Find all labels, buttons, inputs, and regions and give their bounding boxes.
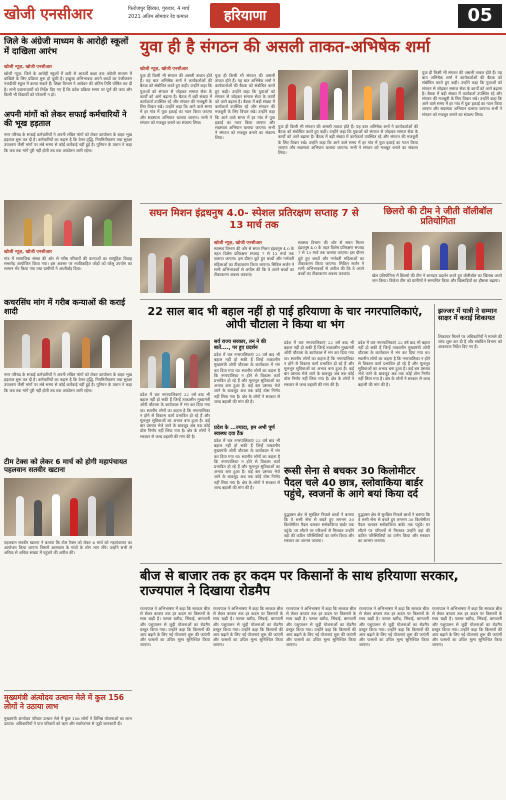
article-body: युवा ही किसी भी संगठन की असली ताकत होते हैं। यह बात अभिषेक शर्मा ने कार्यकर्ताओं की बैठक को संबोधित करते हुए कही। उन्होंने कहा कि युवाओं को संगठन से जोड़कर समाज सेवा के कार्यों को आगे बढ़ाना है। बैठक में बड़ी संख्या में कार्यकर्ता उपस्थित रहे और संगठन की मजबूती के लिए विचार रखे। उन्होंने कहा कि आने वाले समय में हर गांव में युवा इकाई का गठन किया जाएगा और सदस्यता अभियान चलाया जाएगा। सभी ने संगठन को मजबूत बनाने का संकल्प लिया।	[215, 73, 275, 141]
lead-headline: युवा ही है संगठन की असली ताकत-अभिषेक शर्मा	[140, 37, 430, 56]
news-photo	[278, 70, 348, 120]
article-body: गांव में सामाजिक संस्था की ओर से गरीब परिवारों की कन्याओं का सामूहिक विवाह समारोह आयोजित किया गया। इस अवसर पर नवविवाहित जोड़ों को घरेलू उपयोग का सामान भेंट किया गया तथा ग्रामीणों ने आशीर्वाद दिया।	[4, 256, 132, 272]
article-body: युद्धग्रस्त क्षेत्र से सुरक्षित निकले छात्रों ने बताया कि वे रूसी सेना से बचते हुए लगभग 30 किलोमीटर पैदल चलकर स्लोवाकिया बार्डर तक पहुंचे। घर लौटने पर परिजनों से मिलकर उन्होंने वहां की कठिन परिस्थितियों का वर्णन किया और सरकार का आभार जताया।	[284, 512, 354, 544]
article-body: खोजी न्यूज़: जिले के आरोही स्कूलों में छठी से आठवीं कक्षा तक अंग्रेजी माध्यम में दाखिले के लिए प्रक्रिया शुरू हो चुकी है। इच्छुक अभिभावक अपने बच्चों का पंजीकरण नजदीकी स्कूल में करवा सकते हैं। शिक्षा विभाग ने आवेदन की अंतिम तिथि घोषित कर दी है। सभी प्रधानाचार्यों को निर्देश दिए गए हैं कि प्रवेश प्रक्रिया समय पर पूर्ण की जाए और किसी भी विद्यार्थी को परेशानी न हो।	[4, 71, 132, 97]
article-body: प्रदेश में चार नगरपालिकाएं 22 वर्ष बाद भी बहाल नहीं हो सकी हैं जिन्हें तत्कालीन मुख्यमंत्री ओपी चौटाला के कार्यकाल में भंग कर दिया गया था। स्थानीय लोगों का कहना है कि नगरपालिका न होने से विकास कार्य प्रभावित हो रहे हैं और मूलभूत सुविधाओं का अभाव बना हुआ है। कई बार प्रस्ताव भेजे जाने के बावजूद अब तक कोई ठोस निर्णय नहीं लिया गया है। क्षेत्र के लोगों ने सरकार से जल्द बहाली की मांग की है।	[214, 352, 280, 404]
article-body: राज्यपाल ने अभिभाषण में कहा कि सरकार बीज से लेकर बाजार तक हर कदम पर किसानों के साथ खड़ी है। फसल खरीद, सिंचाई, बागवानी और पशुपालन से जुड़ी योजनाओं का रोडमैप प्रस्तुत किया गया। उन्होंने कहा कि किसानों की आय बढ़ाने के लिए नई योजनाएं शुरू की जाएंगी और फसलों का उचित मूल्य सुनिश्चित किया जाएगा।	[140, 606, 210, 648]
article-body: राज्यपाल ने अभिभाषण में कहा कि सरकार बीज से लेकर बाजार तक हर कदम पर किसानों के साथ खड़ी है। फसल खरीद, सिंचाई, बागवानी और पशुपालन से जुड़ी योजनाओं का रोडमैप प्रस्तुत किया गया। उन्होंने कहा कि किसानों की आय बढ़ाने के लिए नई योजनाएं शुरू की जाएंगी और फसलों का उचित मूल्य सुनिश्चित किया जाएगा।	[359, 606, 429, 648]
side-headline-1: सर्व राज्य सरकार, तन ने की बातें...., पर हुए प्रदर्शन	[214, 339, 267, 351]
divider	[4, 690, 132, 691]
article-body: युवा ही किसी भी संगठन की असली ताकत होते हैं। यह बात अभिषेक शर्मा ने कार्यकर्ताओं की बैठक को संबोधित करते हुए कही। उन्होंने कहा कि युवाओं को संगठन से जोड़कर समाज सेवा के कार्यों को आगे बढ़ाना है। बैठक में बड़ी संख्या में कार्यकर्ता उपस्थित रहे और संगठन की मजबूती के लिए विचार रखे। उन्होंने कहा कि आने वाले समय में हर गांव में युवा इकाई का गठन किया जाएगा और सदस्यता अभियान चलाया जाएगा। सभी ने संगठन को मजबूत बनाने का संकल्प लिया।	[422, 70, 502, 117]
divider	[140, 563, 502, 564]
article-body: शिकायत मिलने पर अधिकारियों ने मामले की जांच शुरू कर दी है और संबंधित विभाग को आवश्यक निर्देश दिए गए हैं।	[438, 334, 502, 350]
side-headline-2: प्रदेश के ...ज्यादा, हम अभी पूर्ण स्वास्थ्य दवा टैंक	[214, 425, 275, 437]
article-body: नगर परिषद के सफाई कर्मचारियों ने अपनी लंबित मांगों को लेकर कार्यालय के बाहर भूख हड़ताल शुरू कर दी है। कर्मचारियों का कहना है कि वेतन वृद्धि, नियमितीकरण तथा सुरक्षा उपकरण जैसी मांगों पर लंबे समय से कोई कार्रवाई नहीं हुई है। यूनियन के प्रधान ने कहा कि जब तक मांगें पूरी नहीं होती तब तक आंदोलन जारी रहेगा।	[4, 132, 132, 153]
byline-lead: खोजी न्यूज़, खोजी एनसीआर	[140, 67, 189, 72]
section-title: हरियाणा	[210, 3, 280, 28]
newspaper-logo: खोजी एनसीआर	[4, 5, 93, 23]
divider	[140, 299, 502, 300]
divider	[140, 203, 502, 204]
headline-s1: जिले के अंग्रेजी माध्यम के आरोही स्कूलों में दाखिला आरंभ	[4, 37, 129, 57]
article-body: नगर परिषद के सफाई कर्मचारियों ने अपनी लंबित मांगों को लेकर कार्यालय के बाहर भूख हड़ताल शुरू कर दी है। कर्मचारियों का कहना है कि वेतन वृद्धि, नियमितीकरण तथा सुरक्षा उपकरण जैसी मांगों पर लंबे समय से कोई कार्रवाई नहीं हुई है। यूनियन के प्रधान ने कहा कि जब तक मांगें पूरी नहीं होती तब तक आंदोलन जारी रहेगा।	[4, 372, 132, 393]
page-number: 05	[458, 4, 502, 28]
article-body: राज्यपाल ने अभिभाषण में कहा कि सरकार बीज से लेकर बाजार तक हर कदम पर किसानों के साथ खड़ी है। फसल खरीद, सिंचाई, बागवानी और पशुपालन से जुड़ी योजनाओं का रोडमैप प्रस्तुत किया गया। उन्होंने कहा कि किसानों की आय बढ़ाने के लिए नई योजनाएं शुरू की जाएंगी और फसलों का उचित मूल्य सुनिश्चित किया जाएगा।	[213, 606, 283, 648]
byline-s1: खोजी न्यूज़, खोजी एनसीआर	[4, 65, 53, 70]
article-body: युवा ही किसी भी संगठन की असली ताकत होते हैं। यह बात अभिषेक शर्मा ने कार्यकर्ताओं की बैठक को संबोधित करते हुए कही। उन्होंने कहा कि युवाओं को संगठन से जोड़कर समाज सेवा के कार्यों को आगे बढ़ाना है। बैठक में बड़ी संख्या में कार्यकर्ता उपस्थित रहे और संगठन की मजबूती के लिए विचार रखे। उन्होंने कहा कि आने वाले समय में हर गांव में युवा इकाई का गठन किया जाएगा और सदस्यता अभियान चलाया जाएगा। सभी ने संगठन को मजबूत बनाने का संकल्प लिया।	[140, 73, 212, 125]
article-body: प्रदेश में चार नगरपालिकाएं 22 वर्ष बाद भी बहाल नहीं हो सकी हैं जिन्हें तत्कालीन मुख्यमंत्री ओपी चौटाला के कार्यकाल में भंग कर दिया गया था। स्थानीय लोगों का कहना है कि नगरपालिका न होने से विकास कार्य प्रभावित हो रहे हैं और मूलभूत सुविधाओं का अभाव बना हुआ है। कई बार प्रस्ताव भेजे जाने के बावजूद अब तक कोई ठोस निर्णय नहीं लिया गया है। क्षेत्र के लोगों ने सरकार से जल्द बहाली की मांग की है।	[214, 438, 280, 490]
news-photo	[140, 340, 210, 388]
mela-headline: मुख्यमंत्री अंत्योदय उत्थान मेले में कुल 156 लोगों ने उठाया लाभ	[4, 693, 125, 711]
russia-headline: रूसी सेना से बचकर 30 किलोमीटर पैदल चले 40 छात्र, स्लोवाकिया बार्डर पहुंचे, स्वजनों के आगे बयां किया दर्द	[284, 466, 423, 500]
article-body: प्रदेश में चार नगरपालिकाएं 22 वर्ष बाद भी बहाल नहीं हो सकी हैं जिन्हें तत्कालीन मुख्यमंत्री ओपी चौटाला के कार्यकाल में भंग कर दिया गया था। स्थानीय लोगों का कहना है कि नगरपालिका न होने से विकास कार्य प्रभावित हो रहे हैं और मूलभूत सुविधाओं का अभाव बना हुआ है। कई बार प्रस्ताव भेजे जाने के बावजूद अब तक कोई ठोस निर्णय नहीं लिया गया है। क्षेत्र के लोगों ने सरकार से जल्द बहाली की मांग की है।	[284, 340, 354, 387]
news-photo	[4, 478, 132, 536]
divider	[434, 304, 435, 562]
article-body: खेल प्रतियोगिता में छिलरो की टीम ने शानदार प्रदर्शन करते हुए वॉलीबॉल का खिताब अपने नाम किया। विजेता टीम को ग्रामीणों ने सम्मानित किया और खिलाड़ियों का हौसला बढ़ाया।	[372, 273, 502, 284]
article-body: राज्यपाल ने अभिभाषण में कहा कि सरकार बीज से लेकर बाजार तक हर कदम पर किसानों के साथ खड़ी है। फसल खरीद, सिंचाई, बागवानी और पशुपालन से जुड़ी योजनाओं का रोडमैप प्रस्तुत किया गया। उन्होंने कहा कि किसानों की आय बढ़ाने के लिए नई योजनाएं शुरू की जाएंगी और फसलों का उचित मूल्य सुनिश्चित किया जाएगा।	[432, 606, 502, 648]
chautala-headline: 22 साल बाद भी बहाल नहीं हो पाई हरियाणा के चार नगरपालिकाएं, ओपी चौटाला ने किया था भंग	[147, 305, 423, 331]
article-body: स्वास्थ्य विभाग की ओर से सघन मिशन इंद्रधनुष 4.0 के तहत विशेष प्रतिरक्षण सप्ताह 7 से 13 मार्च तक चलाया जाएगा। इस दौरान छूटे हुए बच्चों और गर्भवती महिलाओं का टीकाकरण किया जाएगा। सिविल सर्जन ने सभी अभिभावकों से अपील की कि वे अपने बच्चों का टीकाकरण अवश्य करवाएं।	[214, 246, 294, 278]
jhajjar-headline: झज्जर में यात्री ने सम्मान साक्षर में कराई शिकायत	[438, 307, 497, 323]
news-photo	[4, 320, 132, 368]
headline-s4: टीम टेक्स को लेकर 6 मार्च को होगी महापंचायत पहलवान सतवीर खटाना	[4, 458, 128, 475]
byline-s3: खोजी न्यूज़, खोजी एनसीआर	[4, 250, 53, 255]
article-body: राज्यपाल ने अभिभाषण में कहा कि सरकार बीज से लेकर बाजार तक हर कदम पर किसानों के साथ खड़ी है। फसल खरीद, सिंचाई, बागवानी और पशुपालन से जुड़ी योजनाओं का रोडमैप प्रस्तुत किया गया। उन्होंने कहा कि किसानों की आय बढ़ाने के लिए नई योजनाएं शुरू की जाएंगी और फसलों का उचित मूल्य सुनिश्चित किया जाएगा।	[286, 606, 356, 648]
headline-s2: अपनी मांगों को लेकर सफाई कर्मचारियों ने की भूख हड़ताल	[4, 110, 127, 129]
farmers-headline: बीज से बाजार तक हर कदम पर किसानों के साथ हरियाणा सरकार, राज्यपाल ने दिखाया रोडमैप	[140, 569, 459, 599]
news-photo	[352, 70, 418, 120]
article-body: युवा ही किसी भी संगठन की असली ताकत होते हैं। यह बात अभिषेक शर्मा ने कार्यकर्ताओं की बैठक को संबोधित करते हुए कही। उन्होंने कहा कि युवाओं को संगठन से जोड़कर समाज सेवा के कार्यों को आगे बढ़ाना है। बैठक में बड़ी संख्या में कार्यकर्ता उपस्थित रहे और संगठन की मजबूती के लिए विचार रखे। उन्होंने कहा कि आने वाले समय में हर गांव में युवा इकाई का गठन किया जाएगा और सदस्यता अभियान चलाया जाएगा। सभी ने संगठन को मजबूत बनाने का संकल्प लिया।	[278, 124, 418, 156]
article-body: स्वास्थ्य विभाग की ओर से सघन मिशन इंद्रधनुष 4.0 के तहत विशेष प्रतिरक्षण सप्ताह 7 से 13 मार्च तक चलाया जाएगा। इस दौरान छूटे हुए बच्चों और गर्भवती महिलाओं का टीकाकरण किया जाएगा। सिविल सर्जन ने सभी अभिभावकों से अपील की कि वे अपने बच्चों का टीकाकरण अवश्य करवाएं।	[298, 240, 364, 277]
article-body: मुख्यमंत्री अंत्योदय परिवार उत्थान मेले में कुल 156 लोगों ने विभिन्न योजनाओं का लाभ उठाया। अधिकारियों ने पात्र परिवारों को ऋण और स्वरोजगार से जुड़ी जानकारी दी।	[4, 716, 132, 727]
news-photo	[140, 238, 210, 293]
article-body: युद्धग्रस्त क्षेत्र से सुरक्षित निकले छात्रों ने बताया कि वे रूसी सेना से बचते हुए लगभग 30 किलोमीटर पैदल चलकर स्लोवाकिया बार्डर तक पहुंचे। घर लौटने पर परिजनों से मिलकर उन्होंने वहां की कठिन परिस्थितियों का वर्णन किया और सरकार का आभार जताया।	[358, 512, 430, 544]
article-body: प्रदेश में चार नगरपालिकाएं 22 वर्ष बाद भी बहाल नहीं हो सकी हैं जिन्हें तत्कालीन मुख्यमंत्री ओपी चौटाला के कार्यकाल में भंग कर दिया गया था। स्थानीय लोगों का कहना है कि नगरपालिका न होने से विकास कार्य प्रभावित हो रहे हैं और मूलभूत सुविधाओं का अभाव बना हुआ है। कई बार प्रस्ताव भेजे जाने के बावजूद अब तक कोई ठोस निर्णय नहीं लिया गया है। क्षेत्र के लोगों ने सरकार से जल्द बहाली की मांग की है।	[140, 392, 210, 439]
dateline: फिरोजपुर झिरका, गुरुवार, 4 मार्च 2021 अंतिम सोमवार रेड कमाल	[128, 6, 190, 20]
article-body: प्रदेश में चार नगरपालिकाएं 22 वर्ष बाद भी बहाल नहीं हो सकी हैं जिन्हें तत्कालीन मुख्यमंत्री ओपी चौटाला के कार्यकाल में भंग कर दिया गया था। स्थानीय लोगों का कहना है कि नगरपालिका न होने से विकास कार्य प्रभावित हो रहे हैं और मूलभूत सुविधाओं का अभाव बना हुआ है। कई बार प्रस्ताव भेजे जाने के बावजूद अब तक कोई ठोस निर्णय नहीं लिया गया है। क्षेत्र के लोगों ने सरकार से जल्द बहाली की मांग की है।	[358, 340, 430, 387]
volleyball-headline: छिलरो की टीम ने जीती वॉलीबॉल प्रतियोगिता	[383, 207, 493, 228]
news-photo	[4, 200, 132, 246]
byline-mission: खोजी न्यूज़, खोजी एनसीआर	[214, 241, 263, 246]
headline-s3: कचरसिंघ मांग में गरीब कन्याओं की कराई शादी	[4, 298, 125, 317]
mission-headline: सघन मिशन इंद्रधनुष 4.0- स्पेशल प्रतिरक्षण सप्ताह 7 से 13 मार्च तक	[149, 208, 359, 231]
news-photo	[372, 232, 502, 270]
article-body: पहलवान सतवीर खटाना ने बताया कि टोल टैक्स को लेकर 6 मार्च को महापंचायत का आयोजन किया जाएगा जिसमें आसपास के गांवों के लोग भाग लेंगे। उन्होंने सभी से अधिक से अधिक संख्या में पहुंचने की अपील की।	[4, 540, 132, 556]
